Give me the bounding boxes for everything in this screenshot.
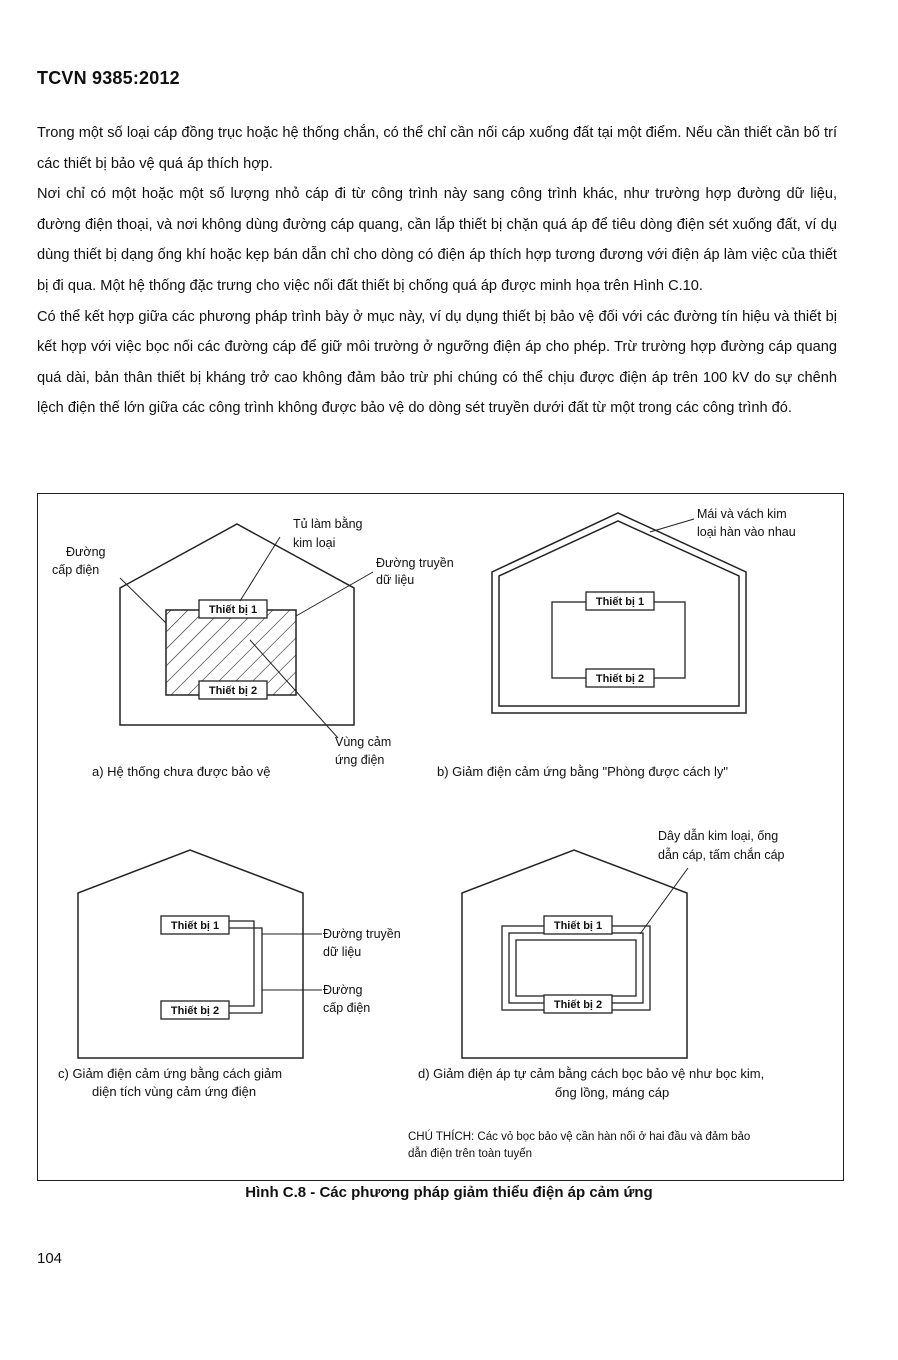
label-cabinet-2: kim loại <box>293 536 336 550</box>
label-induction-area-2: ứng điện <box>335 753 385 767</box>
label-induction-area-1: Vùng cảm <box>335 735 392 749</box>
device-2-label-b: Thiết bị 2 <box>595 673 645 685</box>
caption-d-1: d) Giảm điện áp tự cảm bằng cách bọc bảo vệ như bọc kim, <box>418 1066 765 1081</box>
building-c-outline <box>78 850 303 1058</box>
label-data-line-a-1: Đường truyền <box>376 556 454 570</box>
label-data-line-c-2: dữ liệu <box>323 945 362 959</box>
device-2-label-c: Thiết bị 2 <box>170 1005 220 1017</box>
device-2-label-a: Thiết bị 2 <box>208 685 258 697</box>
page-number: 104 <box>37 1250 63 1267</box>
label-power-line-a-1: Đường <box>66 545 106 559</box>
power-cable-c <box>229 921 254 1006</box>
building-d-outline <box>462 850 687 1058</box>
device-2-label-d: Thiết bị 2 <box>553 999 603 1011</box>
paragraph-2: Nơi chỉ có một hoặc một số lượng nhỏ cáp đi từ công trình này sang công trình khác, như trường hợp đường dữ liệu, đường điện thoại, và nơi không dùng đường cáp quang, cần lắp thiết bị chặn quá áp để tiêu dòng điện sét xuống đất, ví dụ dùng thiết bị dạng ống khí hoặc kẹp bán dẫn chỉ cho dòng có điện áp thích hợp tương đương với điện áp làm việc của thiết bị đi qua. Một hệ thống đặc trưng cho việc nối đất thiết bị chống quá áp được minh họa trên Hình C.10. <box>37 186 837 294</box>
panel-b <box>437 507 796 779</box>
caption-c-1: c) Giảm điện cảm ứng bằng cách giảm <box>58 1066 283 1081</box>
figure-note-2: dẫn điện trên toàn tuyến <box>408 1148 533 1160</box>
shield-middle-d <box>509 933 643 1003</box>
caption-c-2: diện tích vùng cảm ứng điện <box>92 1084 257 1099</box>
paragraph-1: Trong một số loại cáp đồng trục hoặc hệ thống chắn, có thể chỉ cần nối cáp xuống đất tại một điểm. Nếu cần thiết cần bố trí các thiết bị bảo vệ quá áp thích hợp. <box>37 125 837 172</box>
label-roof-1: Mái và vách kim <box>697 507 787 521</box>
data-loop-b <box>552 602 685 678</box>
label-power-line-c-2: cấp điện <box>323 1001 371 1015</box>
device-1-label-d: Thiết bị 1 <box>553 920 603 932</box>
device-1-label-a: Thiết bị 1 <box>208 604 258 616</box>
panel-a <box>52 516 454 779</box>
document-header: TCVN 9385:2012 <box>37 68 180 88</box>
figure-note-1: CHÚ THÍCH: Các vỏ bọc bảo vệ cần hàn nối ở hai đầu và đảm bảo <box>408 1131 751 1143</box>
device-1-label-b: Thiết bị 1 <box>595 596 645 608</box>
caption-a: a) Hệ thống chưa được bảo vệ <box>92 764 271 779</box>
paragraph-3: Có thể kết hợp giữa các phương pháp trình bày ở mục này, ví dụ dụng thiết bị bảo vệ đối với các đường tín hiệu và thiết bị kết hợp với việc bọc nối các đường cáp để giữ môi trường ở ngưỡng điện áp cho phép. Trừ trường hợp đường cáp quang quá dài, bản thân thiết bị kháng trở cao không đảm bảo trừ phi chúng có thể chịu được điện áp trên 100 kV do sự chênh lệch điện thế lớn giữa các công trình không được bảo vệ do dòng sét truyền dưới đất từ một trong các công trình đó. <box>37 308 837 417</box>
data-cable-c <box>229 928 262 1013</box>
label-data-line-c-1: Đường truyền <box>323 927 401 941</box>
label-power-line-c-1: Đường <box>323 983 363 997</box>
panel-c <box>58 850 401 1099</box>
caption-d-2: ống lồng, máng cáp <box>555 1085 670 1100</box>
panel-d <box>418 828 785 1100</box>
figure-caption: Hình C.8 - Các phương pháp giảm thiểu điện áp cảm ứng <box>245 1184 653 1201</box>
label-conductor-2: dẫn cáp, tấm chắn cáp <box>658 848 785 862</box>
label-roof-2: loại hàn vào nhau <box>697 525 796 539</box>
shield-inner-d <box>516 940 636 996</box>
label-cabinet-1: Tủ làm bằng <box>293 517 363 531</box>
device-1-label-c: Thiết bị 1 <box>170 920 220 932</box>
label-data-line-a-2: dữ liệu <box>376 573 415 587</box>
label-conductor-1: Dây dẫn kim loại, ống <box>658 829 779 843</box>
caption-b: b) Giảm điện cảm ứng bằng "Phòng được cách ly" <box>437 764 728 779</box>
label-power-line-a-2: cấp điện <box>52 563 100 577</box>
